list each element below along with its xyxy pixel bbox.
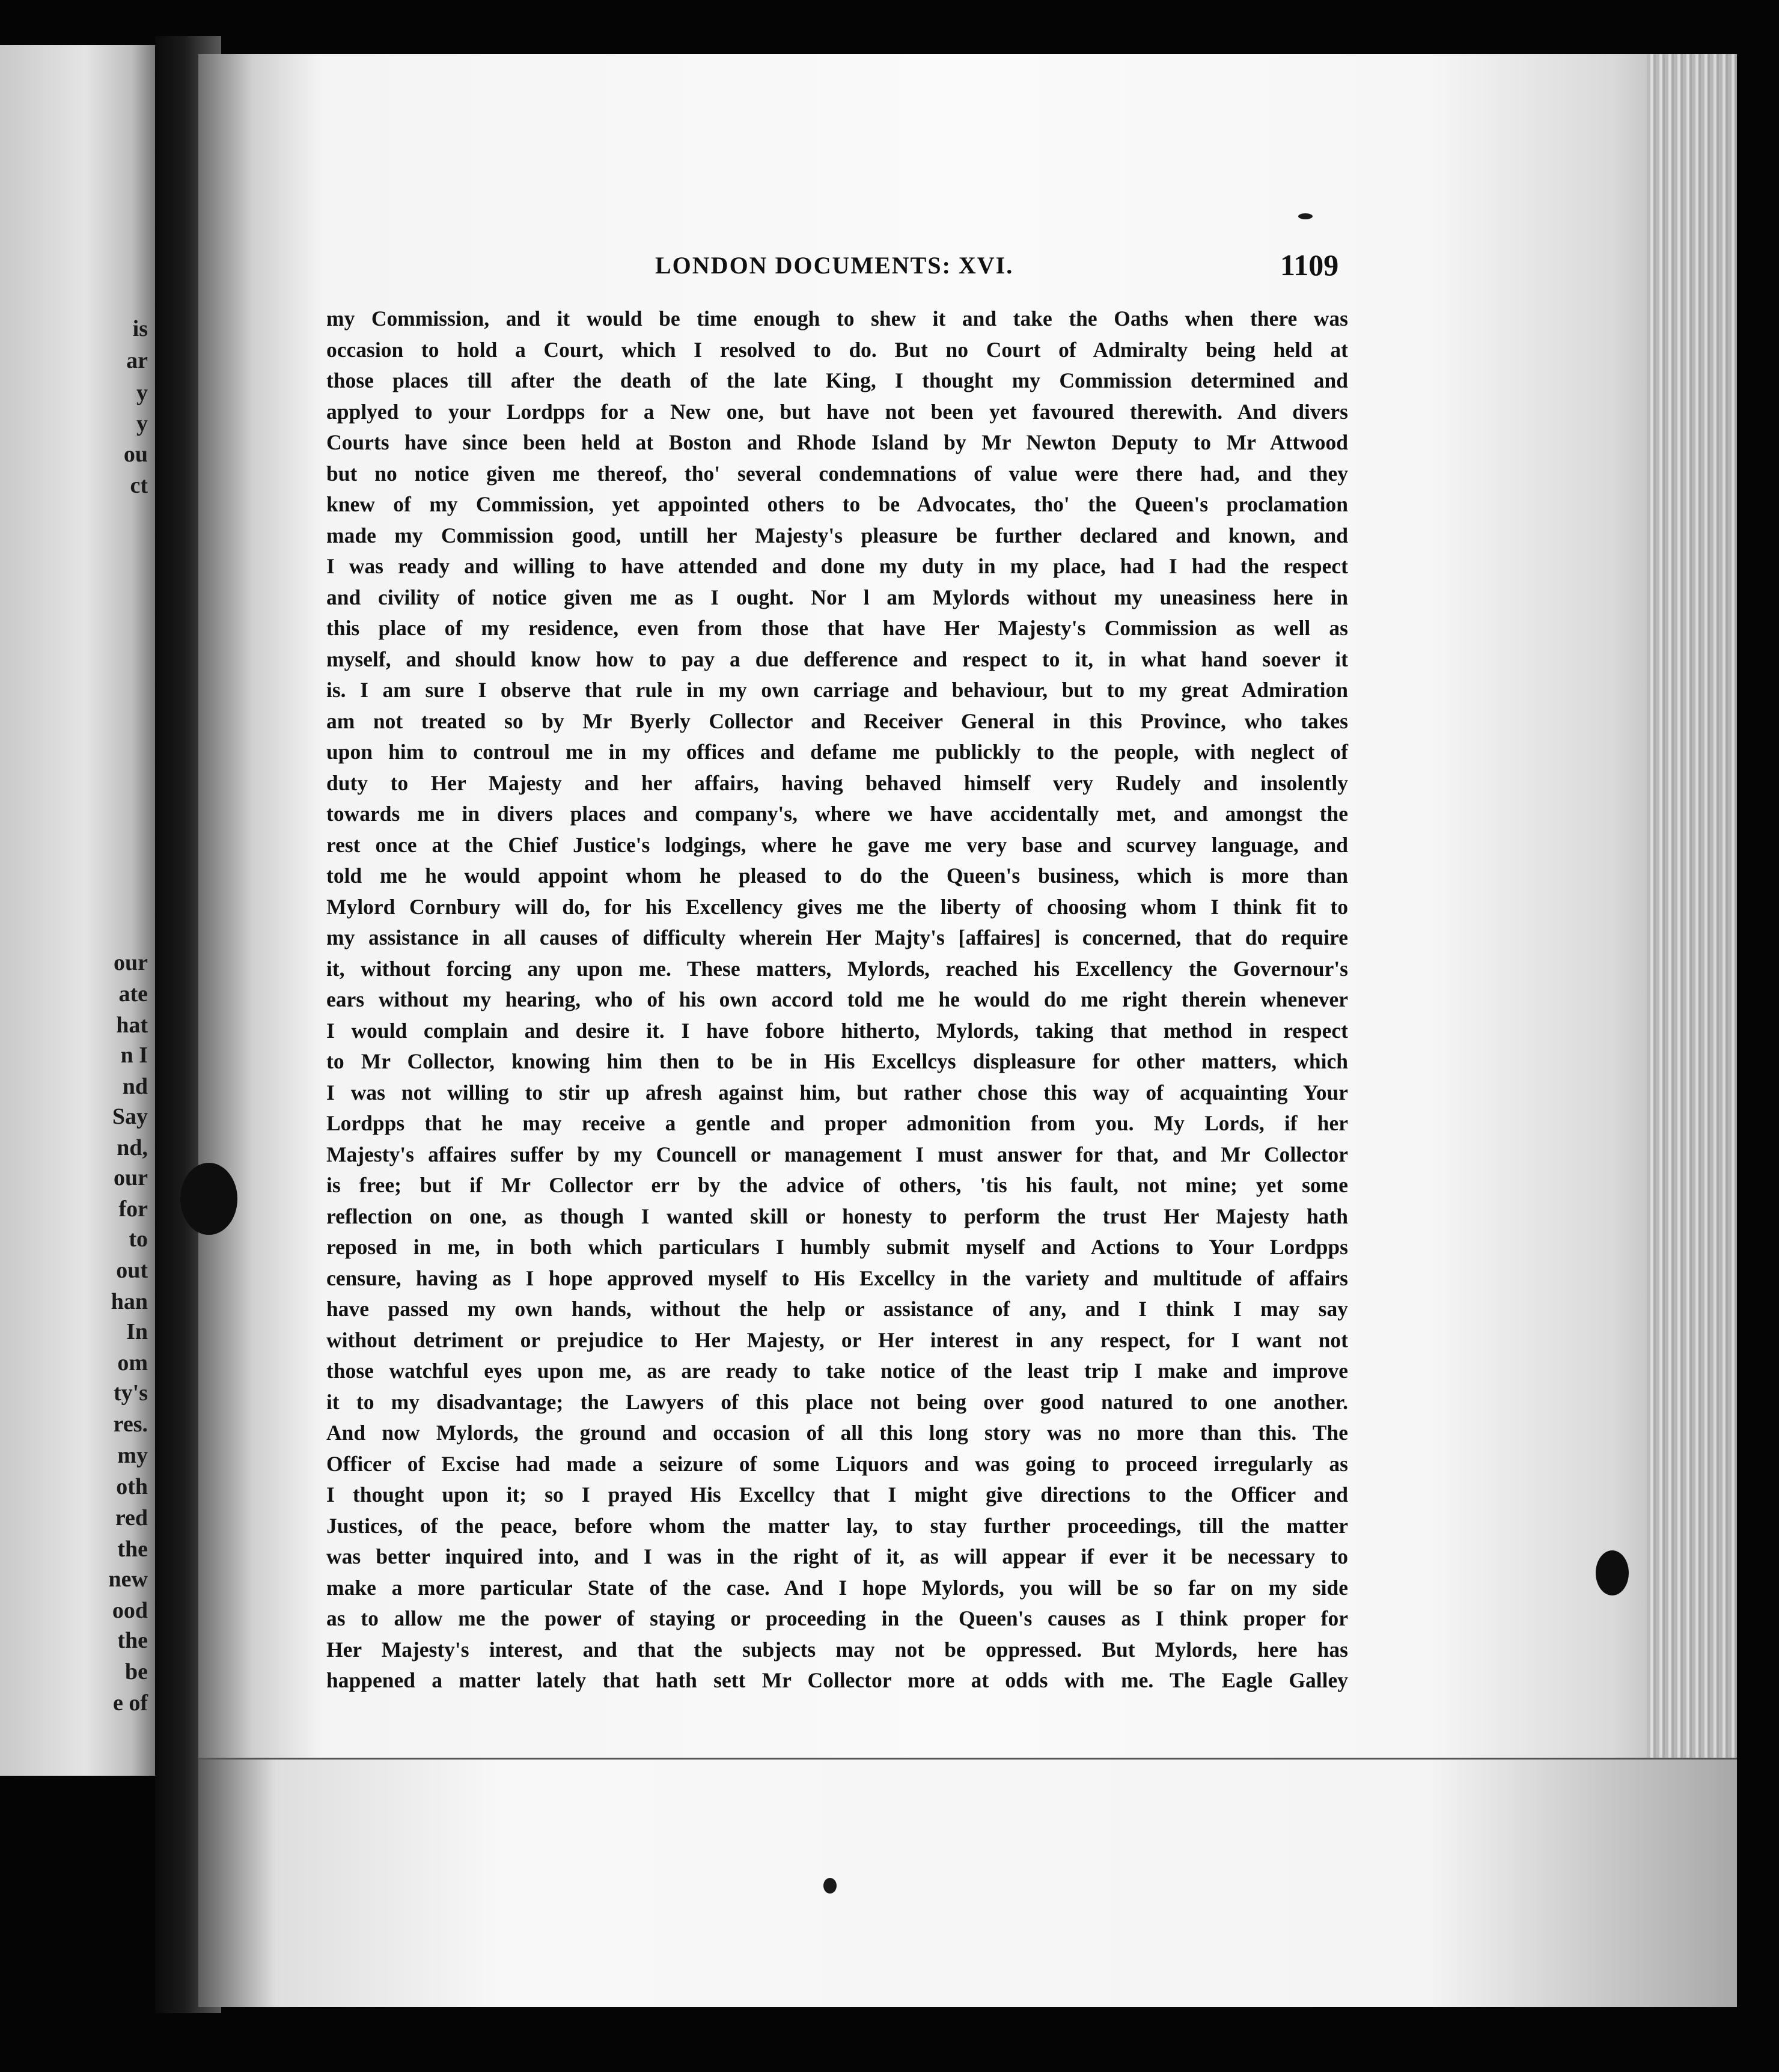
text-line: my Commission, and it would be time enough to shew it and take the Oaths when there was <box>326 306 1348 331</box>
facing-page-text-fragment: Say <box>112 1104 148 1129</box>
facing-page-text-fragment: ou <box>123 442 148 467</box>
scan-speck <box>823 1878 837 1894</box>
facing-page-text-fragment: n I <box>120 1043 148 1068</box>
text-line: Mylord Cornbury will do, for his Excellency gives me the liberty of choosing whom I think fit to <box>326 894 1348 919</box>
text-line: rest once at the Chief Justice's lodgings, where he gave me very base and scurvey language, and <box>326 832 1348 857</box>
text-line: myself, and should know how to pay a due defference and respect to it, in what hand soever it <box>326 647 1348 671</box>
running-head: LONDON DOCUMENTS: XVI. <box>655 252 1014 279</box>
text-line: it, without forcing any upon me. These matters, Mylords, reached his Excellency the Governour's <box>326 956 1348 981</box>
text-line: as to allow me the power of staying or proceeding in the Queen's causes as I think proper for <box>326 1606 1348 1630</box>
facing-page-text-fragment: y <box>136 380 148 406</box>
text-line: I was not willing to stir up afresh against him, but rather chose this way of acquainting Your <box>326 1080 1348 1105</box>
text-line: censure, having as I hope approved myself to His Excellcy in the variety and multitude of affairs <box>326 1266 1348 1290</box>
text-line: Her Majesty's interest, and that the subjects may not be oppressed. But Mylords, here has <box>326 1637 1348 1662</box>
scan-speck <box>1298 213 1313 219</box>
facing-page-text-fragment: out <box>116 1258 148 1283</box>
text-line: duty to Her Majesty and her affairs, having behaved himself very Rudely and insolently <box>326 770 1348 795</box>
facing-page-text-fragment: hat <box>116 1013 148 1038</box>
text-line: told me he would appoint whom he pleased to do the Queen's business, which is more than <box>326 864 1348 888</box>
text-line: applyed to your Lordpps for a New one, but have not been yet favoured therewith. And divers <box>326 399 1348 424</box>
page-edge-stack <box>1647 54 1737 2007</box>
facing-page-text-fragment: ate <box>118 981 148 1007</box>
facing-page-text-fragment: ct <box>130 473 148 498</box>
facing-page-text-fragment: ood <box>112 1598 148 1623</box>
facing-page-text-fragment: han <box>111 1289 148 1314</box>
text-line: upon him to controul me in my offices and defame me publickly to the people, with neglect of <box>326 740 1348 764</box>
text-line: is free; but if Mr Collector err by the advice of others, 'tis his fault, not mine; yet some <box>326 1173 1348 1197</box>
text-line: without detriment or prejudice to Her Majesty, or Her interest in any respect, for I want not <box>326 1327 1348 1352</box>
text-line: I thought upon it; so I prayed His Excellcy that I might give directions to the Officer and <box>326 1482 1348 1507</box>
text-line: Lordpps that he may receive a gentle and proper admonition from you. My Lords, if her <box>326 1111 1348 1135</box>
facing-page-text-fragment: the <box>117 1537 148 1562</box>
facing-page-text-fragment: nd <box>122 1074 148 1099</box>
text-line: And now Mylords, the ground and occasion of all this long story was no more than this. The <box>326 1421 1348 1445</box>
text-line: occasion to hold a Court, which I resolved to do. But no Court of Admiralty being held at <box>326 337 1348 362</box>
text-line: am not treated so by Mr Byerly Collector and Receiver General in this Province, who takes <box>326 708 1348 733</box>
text-line: to Mr Collector, knowing him then to be in His Excellcys displeasure for other matters, which <box>326 1049 1348 1073</box>
text-line: those places till after the death of the late King, I thought my Commission determined and <box>326 368 1348 392</box>
text-line: it to my disadvantage; the Lawyers of this place not being over good natured to one another. <box>326 1389 1348 1414</box>
facing-page-text-fragment: our <box>114 1165 148 1190</box>
facing-page-text-fragment: om <box>117 1350 148 1376</box>
text-line: is. I am sure I observe that rule in my own carriage and behaviour, but to my great Admiration <box>326 678 1348 702</box>
facing-page-text-fragment: red <box>115 1505 148 1531</box>
text-line: Justices, of the peace, before whom the matter lay, to stay further proceedings, till the matter <box>326 1513 1348 1538</box>
text-line: made my Commission good, untill her Majesty's pleasure be further declared and known, and <box>326 523 1348 547</box>
text-line: I was ready and willing to have attended and done my duty in my place, had I had the respect <box>326 554 1348 578</box>
text-line: but no notice given me thereof, tho' several condemnations of value were there had, and they <box>326 461 1348 486</box>
facing-page-text-fragment: e of <box>112 1690 148 1716</box>
scan-fold-line <box>198 1758 1737 1760</box>
text-line: Officer of Excise had made a seizure of some Liquors and was going to proceed irregularly as <box>326 1451 1348 1476</box>
ink-blot-left <box>180 1163 237 1235</box>
facing-page-text-fragment: the <box>117 1628 148 1653</box>
text-line: Majesty's affaires suffer by my Councell or management I must answer for that, and Mr Collector <box>326 1142 1348 1166</box>
facing-page-text-fragment: ar <box>126 348 148 373</box>
page-number: 1109 <box>1280 248 1339 282</box>
facing-page-text-fragment: be <box>125 1659 148 1684</box>
text-line: happened a matter lately that hath sett Mr Collector more at odds with me. The Eagle Galley <box>326 1668 1348 1692</box>
text-line: towards me in divers places and company's, where we have accidentally met, and amongst the <box>326 802 1348 826</box>
text-line: Courts have since been held at Boston and Rhode Island by Mr Newton Deputy to Mr Attwood <box>326 430 1348 454</box>
text-line: ears without my hearing, who of his own accord told me he would do me right therein whenever <box>326 987 1348 1011</box>
text-line: my assistance in all causes of difficulty wherein Her Majty's [affaires] is concerned, that do require <box>326 925 1348 949</box>
facing-page-text-fragment: my <box>117 1443 148 1468</box>
text-line: have passed my own hands, without the help or assistance of any, and I think I may say <box>326 1297 1348 1321</box>
text-line: reposed in me, in both which particulars I humbly submit myself and Actions to Your Lordpps <box>326 1235 1348 1259</box>
facing-page-text-fragment: for <box>118 1196 148 1222</box>
text-line: knew of my Commission, yet appointed others to be Advocates, tho' the Queen's proclamation <box>326 492 1348 516</box>
text-line: was better inquired into, and I was in the right of it, as will appear if ever it be necessary to <box>326 1544 1348 1568</box>
text-line: and civility of notice given me as I ought. Nor l am Mylords without my uneasiness here in <box>326 585 1348 609</box>
facing-page-text-fragment: new <box>108 1567 148 1592</box>
text-line: those watchful eyes upon me, as are ready to take notice of the least trip I make and improve <box>326 1359 1348 1383</box>
document-body <box>326 303 1348 1696</box>
text-line: make a more particular State of the case. And I hope Mylords, you will be so far on my side <box>326 1575 1348 1600</box>
facing-page-text-fragment: ty's <box>114 1380 148 1406</box>
facing-page-text-fragment: is <box>132 316 148 341</box>
ink-blot-right <box>1596 1550 1629 1595</box>
facing-page-text-fragment: to <box>129 1226 148 1252</box>
text-line: this place of my residence, even from those that have Her Majesty's Commission as well as <box>326 616 1348 640</box>
facing-page-text-fragment: res. <box>113 1412 148 1437</box>
text-line: reflection on one, as though I wanted skill or honesty to perform the trust Her Majesty hath <box>326 1204 1348 1228</box>
facing-page-text-fragment: y <box>136 411 148 436</box>
facing-page-fragment <box>0 45 155 1776</box>
text-line: I would complain and desire it. I have fobore hitherto, Mylords, taking that method in respect <box>326 1018 1348 1043</box>
facing-page-text-fragment: In <box>126 1319 148 1344</box>
facing-page-text-fragment: nd, <box>117 1135 148 1160</box>
facing-page-text-fragment: oth <box>116 1474 148 1499</box>
facing-page-text-fragment: our <box>114 950 148 975</box>
page-lower-margin <box>198 1760 1737 2007</box>
